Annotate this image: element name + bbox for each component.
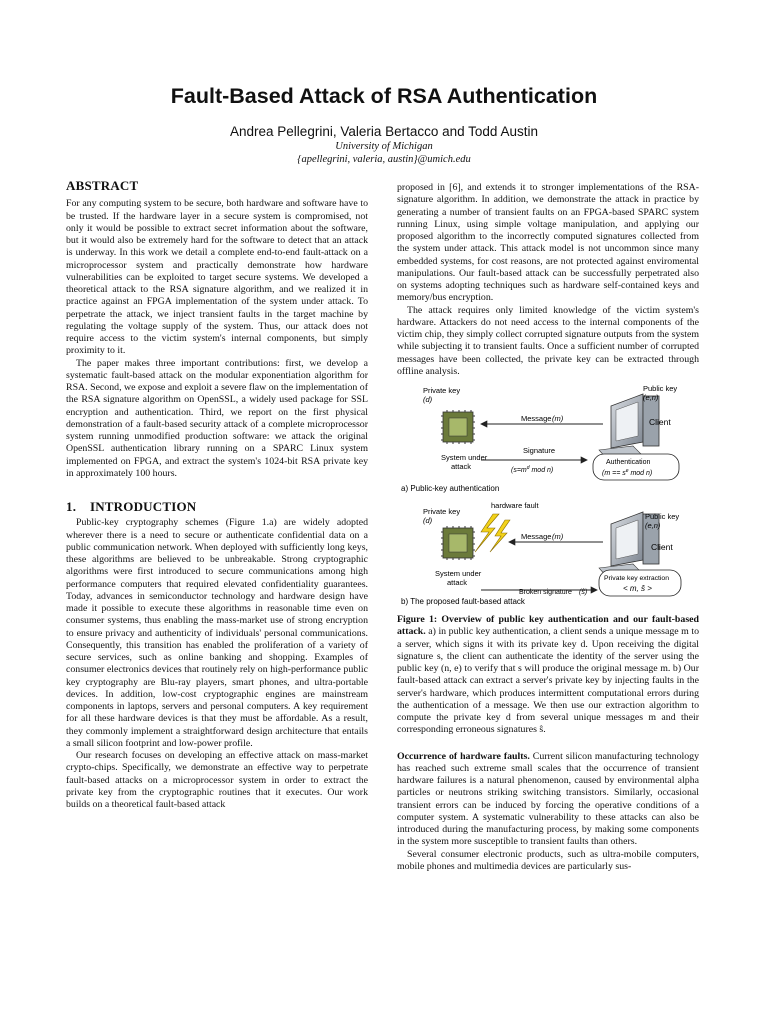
fig-b-broken-sym: (ŝ) bbox=[579, 589, 588, 596]
paper-title: Fault-Based Attack of RSA Authentication bbox=[170, 84, 598, 108]
fig-a-message: Message bbox=[521, 414, 552, 423]
fig-b-public-key-sym: (e,n) bbox=[645, 521, 661, 530]
figure-1-diagram bbox=[397, 380, 699, 606]
fig-a-private-key-sym: (d) bbox=[423, 395, 433, 404]
occurrence-paragraph-2: Several consumer electronic products, such as ultra-mobile computers, mobile phones and multimedia devices are particularly sus- bbox=[397, 848, 699, 872]
figure-1-caption-text: a) in public key authentication, a client sends a unique message m to a server, which signs it with its private key d. Upon receiving the digital signature s, the client can authenticate the identity of the server using the public key (n, e) to verify that s will produce the original message m. b) Our fault-based attack can extract a server's private key by injecting faults in the server's hardware, which produces intermittent computational errors during the authentication of a message. We then use our extraction algorithm to compute the private key d from several unique messages m and their corresponding erroneous signatures ŝ. bbox=[397, 626, 699, 736]
fig-b-public-key: Public key bbox=[645, 512, 680, 521]
occurrence-heading: Occurrence of hardware faults. bbox=[397, 750, 530, 762]
occurrence-text: Current silicon manufacturing technology has reached such extreme small scales that the occurrence of transient hardware failures is a natural phenomenon, caused by environmental alpha particles or neutrons striking switching transistors. Similarly, occasional transient errors can be induced by forcing the operative conditions of a computer system. A systematic vulnerability to these attacks can also be introduced during the manufacturing process, by making some components in the system more susceptible to transient faults than others. bbox=[397, 750, 699, 848]
paper-affiliation: University of Michigan bbox=[335, 141, 433, 152]
fig-a-public-key-sym: (e,n) bbox=[643, 393, 659, 402]
figure-1-caption-label: Figure 1: Overview of public key authentication and our fault-based attack. bbox=[397, 614, 699, 638]
lightning-icon bbox=[475, 514, 510, 552]
fig-b-caption: b) The proposed fault-based attack bbox=[401, 597, 525, 606]
abstract-heading: ABSTRACT bbox=[66, 178, 139, 193]
fig-b-hardware-fault: hardware fault bbox=[491, 501, 539, 510]
fig-b-client: Client bbox=[651, 542, 673, 552]
abstract-paragraph-2: The paper makes three important contributions: first, we develop a systematic fault-based attack on the modular exponentiation algorithm for RSA. Second, we expose and exploit a severe flaw on the implementation of the RSA signature algorithm on OpenSSL, a widely used package for SSL encryption and authentication. Third, we report on the first physical demonstration of a fault-based security attack of a complete microprocessor system running unmodified production software: we attack the original OpenSSL authentication library running on a SPARC Linux system implemented on FPGA, and extract the system's 1024-bit RSA private key in approximately 100 hours. bbox=[66, 357, 368, 479]
fig-b-extraction-formula: < m, ŝ > bbox=[623, 584, 652, 593]
fig-b-extraction: Private key extraction bbox=[604, 575, 669, 582]
fig-b-message-sym: (m) bbox=[552, 532, 564, 541]
chip-icon bbox=[441, 410, 475, 444]
fig-a-caption: a) Public-key authentication bbox=[401, 484, 500, 493]
fig-b-broken-signature: Broken signature bbox=[519, 589, 572, 596]
fig-a-public-key: Public key bbox=[643, 384, 678, 393]
figure-1-caption bbox=[397, 614, 699, 737]
fig-a-authentication: Authentication bbox=[606, 459, 651, 466]
fig-a-client: Client bbox=[649, 417, 671, 427]
fig-a-attack: attack bbox=[451, 462, 472, 471]
fig-b-private-key: Private key bbox=[423, 507, 461, 516]
fig-a-auth-formula: ($m == s^e$ mod n) bbox=[602, 468, 653, 477]
figure-1 bbox=[397, 380, 699, 606]
fig-a-signature-formula: ($s=m^d$ mod n) bbox=[511, 465, 554, 474]
intro-paragraph-4: The attack requires only limited knowledge of the victim system's hardware. Attackers do not need access to the internal components of the victim chip, they simply collect corrupted signature outputs from the system while subjecting it to transient faults. Once a sufficient number of corrupted messages have been collected, the private key can be extracted through offline analysis. bbox=[397, 304, 699, 377]
figure-panel-b bbox=[401, 501, 681, 606]
fig-b-private-key-sym: (d) bbox=[423, 516, 433, 525]
fig-a-message-sym: (m) bbox=[552, 414, 564, 423]
right-column bbox=[397, 182, 699, 873]
intro-paragraph-1: Public-key cryptography schemes (Figure 1.a) are widely adopted wherever there is a need to secure or authenticate confidential data on a public communication network. When deployed with sufficiently long keys, these algorithms are believed to be unbreakable. Strong cryptographic algorithms were first introduced to secure communications among high performance computers that required elevated confidentiality guarantees. Today, advances in semiconductor technology and hardware design have made it possible to execute these algorithms in reasonable time even on consumer systems, thus enabling the mass-market use of strong encryption to ensure privacy and authenticity of individuals' personal communications. Consequently, this transition has enabled the proliferation of a variety of secure services, such as online banking and shopping. Examples of consumer electronics devices that routinely rely on high-performance public key cryptography are Blu-ray players, smart phones, and ultra-portable devices. In addition, low-cost cryptographic engines are mainstream components in laptops, servers and personal computers. A key requirement for all these hardware devices is that they must be affordable. As a result, they commonly implement a straightforward design architecture that entails a small silicon footprint and low-power profile. bbox=[66, 517, 368, 749]
figure-panel-a bbox=[401, 384, 679, 493]
abstract-paragraph-1: For any computing system to be secure, both hardware and software have to be trusted. If the hardware layer in a secure system is compromised, not only it would be possible to extract secret information about the software, but it would also be extremely hard for the software to detect that an attack is underway. In this work we detail a complete end-to-end fault-attack on a microprocessor system and practically demonstrate how hardware vulnerabilities can be exploited to target secure systems. We developed a theoretical attack to the RSA signature algorithm, and we realized it in practice against an FPGA implementation of the system under attack. To perpetrate the attack, we inject transient faults in the target machine by regulating the voltage supply of the system. Thus, our attack does not require access to the victim system's internal components, but simply proximity to it. bbox=[66, 198, 368, 357]
occurrence-paragraph bbox=[397, 751, 699, 849]
fig-a-system-under: System under bbox=[441, 453, 488, 462]
chip-icon bbox=[441, 526, 475, 560]
intro-paragraph-3: proposed in [6], and extends it to stronger implementations of the RSA-signature algorithm. In addition, we demonstrate the attack in practice by generating a number of transient faults on an FPGA-based SPARC system running Linux, using simple voltage manipulation, and applying our proposed algorithm to the incorrectly computed signatures collected from the system under attack. This attack model is not uncommon since many embedded systems, for cost reasons, are not protected against enviromental manipulations. Our fault-based attack can be successfully perpetrated also on systems adopting techniques such as hardware self-contained keys and memory/bus encryption. bbox=[397, 182, 699, 304]
paper-authors: Andrea Pellegrini, Valeria Bertacco and Todd Austin bbox=[230, 124, 538, 139]
fig-b-message: Message bbox=[521, 532, 552, 541]
intro-paragraph-2: Our research focuses on developing an effective attack on mass-market crypto-chips. Specifically, we demonstrate an effective way to perpetrate fault-based attacks on a microprocessor system in order to extract the private key from the cryptographic routines that it executes. Our work builds on a theoretical fault-based attack bbox=[66, 750, 368, 810]
fig-a-private-key: Private key bbox=[423, 386, 461, 395]
fig-b-system-under: System under bbox=[435, 569, 482, 578]
fig-b-attack: attack bbox=[447, 578, 468, 587]
fig-a-signature: Signature bbox=[523, 446, 556, 455]
introduction-heading: 1. INTRODUCTION bbox=[66, 499, 197, 514]
paper-email: {apellegrini, valeria, austin}@umich.edu bbox=[297, 154, 471, 165]
left-column bbox=[66, 180, 368, 811]
